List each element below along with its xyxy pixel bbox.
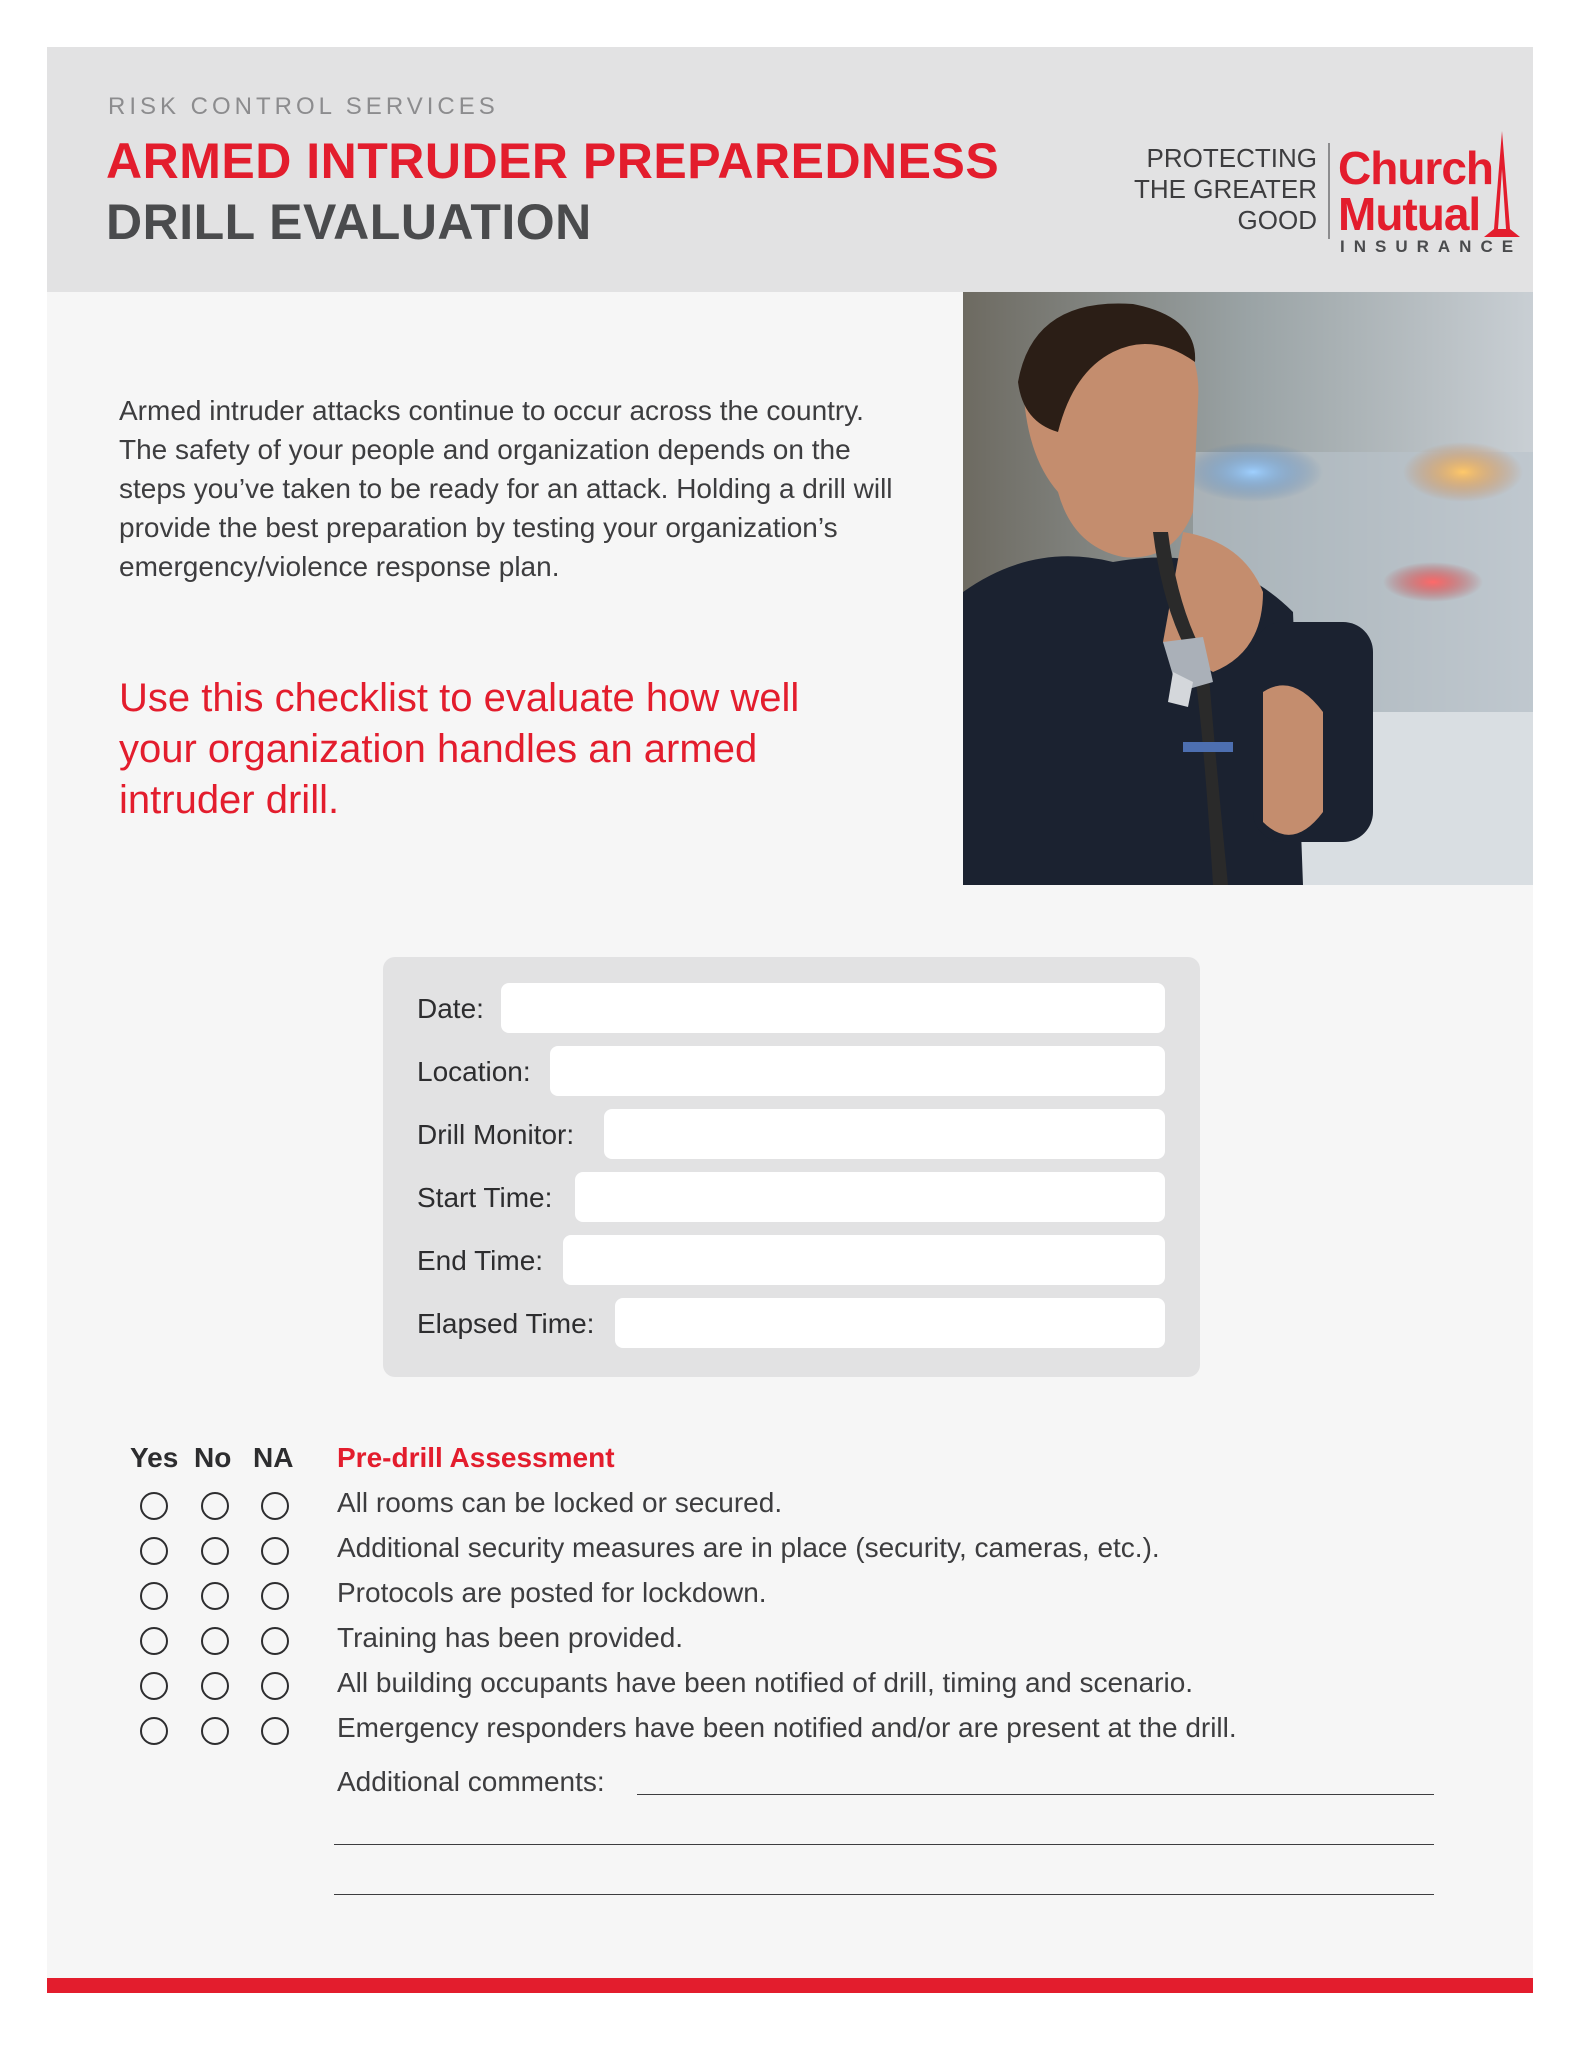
radio-na[interactable]	[261, 1582, 289, 1610]
checklist-item-text: Protocols are posted for lockdown.	[337, 1577, 767, 1608]
radio-no[interactable]	[201, 1537, 229, 1565]
radio-no[interactable]	[201, 1492, 229, 1520]
column-yes: Yes	[130, 1442, 179, 1473]
start-time-label: Start Time:	[417, 1182, 553, 1213]
end-time-field[interactable]	[563, 1235, 1165, 1285]
comment-line-2[interactable]	[334, 1844, 1434, 1845]
comment-line-1[interactable]	[637, 1794, 1434, 1795]
radio-no[interactable]	[201, 1717, 229, 1745]
intro-paragraph: Armed intruder attacks continue to occur across the country. The safety of your people and organization depends on the steps you’ve taken to be ready for an attack. Holding a drill will provide the best preparation by testing your organization’s emergency/violence response plan.	[119, 395, 893, 582]
checklist-item-text: Training has been provided.	[337, 1622, 684, 1653]
checklist-item-text: All rooms can be locked or secured.	[337, 1487, 783, 1518]
officer-illustration	[963, 292, 1533, 885]
column-no: No	[194, 1442, 232, 1473]
form-row-date	[417, 983, 1177, 1037]
checklist-item-text: Emergency responders have been notified and/or are present at the drill.	[337, 1712, 1237, 1743]
radio-na[interactable]	[261, 1672, 289, 1700]
checklist-item	[47, 1577, 1533, 1621]
radio-no[interactable]	[201, 1627, 229, 1655]
radio-na[interactable]	[261, 1717, 289, 1745]
radio-yes[interactable]	[140, 1537, 168, 1565]
brand-tagline	[1085, 143, 1317, 236]
document-subtitle: DRILL EVALUATION	[106, 194, 592, 250]
church-mutual-logo	[1330, 129, 1530, 259]
logo-word-mutual: Mutual	[1338, 188, 1481, 240]
checklist-item	[47, 1712, 1533, 1756]
checklist-item-text: Additional security measures are in place (security, cameras, etc.).	[337, 1532, 1160, 1563]
radio-na[interactable]	[261, 1627, 289, 1655]
checklist-item	[47, 1532, 1533, 1576]
radio-no[interactable]	[201, 1582, 229, 1610]
drill-info-form	[383, 957, 1200, 1377]
radio-na[interactable]	[261, 1537, 289, 1565]
additional-comments-label: Additional comments:	[337, 1766, 605, 1797]
column-na: NA	[253, 1442, 294, 1473]
radio-yes[interactable]	[140, 1582, 168, 1610]
intro-callout: Use this checklist to evaluate how well your organization handles an armed intruder drill.	[119, 676, 800, 822]
radio-no[interactable]	[201, 1672, 229, 1700]
checklist-item	[47, 1622, 1533, 1666]
drill-monitor-field[interactable]	[604, 1109, 1165, 1159]
radio-na[interactable]	[261, 1492, 289, 1520]
checklist-item	[47, 1667, 1533, 1711]
form-row-elapsed-time	[417, 1298, 1177, 1352]
date-label: Date:	[417, 993, 484, 1024]
tagline-line-3: GOOD	[1237, 205, 1317, 235]
document-page	[47, 47, 1533, 1987]
checklist-item-text: All building occupants have been notified of drill, timing and scenario.	[337, 1667, 1194, 1698]
police-officer-photo	[963, 292, 1533, 885]
form-row-location	[417, 1046, 1177, 1100]
end-time-label: End Time:	[417, 1245, 544, 1276]
logo-sub: INSURANCE	[1340, 237, 1523, 256]
radio-yes[interactable]	[140, 1492, 168, 1520]
start-time-field[interactable]	[575, 1172, 1165, 1222]
form-row-end-time	[417, 1235, 1177, 1289]
document-title: ARMED INTRUDER PREPAREDNESS	[106, 133, 1000, 189]
header-banner	[47, 47, 1533, 292]
tagline-line-2: THE GREATER	[1134, 174, 1317, 204]
section-title-pre-drill: Pre-drill Assessment	[337, 1442, 615, 1473]
footer-red-bar	[47, 1978, 1533, 1993]
header-kicker: RISK CONTROL SERVICES	[108, 93, 499, 120]
comment-line-3[interactable]	[334, 1894, 1434, 1895]
date-field[interactable]	[501, 983, 1165, 1033]
checklist-item	[47, 1487, 1533, 1531]
form-row-start-time	[417, 1172, 1177, 1226]
logo-word-church: Church	[1338, 142, 1493, 194]
drill-monitor-label: Drill Monitor:	[417, 1119, 575, 1150]
elapsed-time-label: Elapsed Time:	[417, 1308, 595, 1339]
elapsed-time-field[interactable]	[615, 1298, 1165, 1348]
location-label: Location:	[417, 1056, 531, 1087]
radio-yes[interactable]	[140, 1627, 168, 1655]
radio-yes[interactable]	[140, 1672, 168, 1700]
form-row-drill-monitor	[417, 1109, 1177, 1163]
radio-yes[interactable]	[140, 1717, 168, 1745]
tagline-line-1: PROTECTING	[1146, 143, 1317, 173]
location-field[interactable]	[550, 1046, 1165, 1096]
